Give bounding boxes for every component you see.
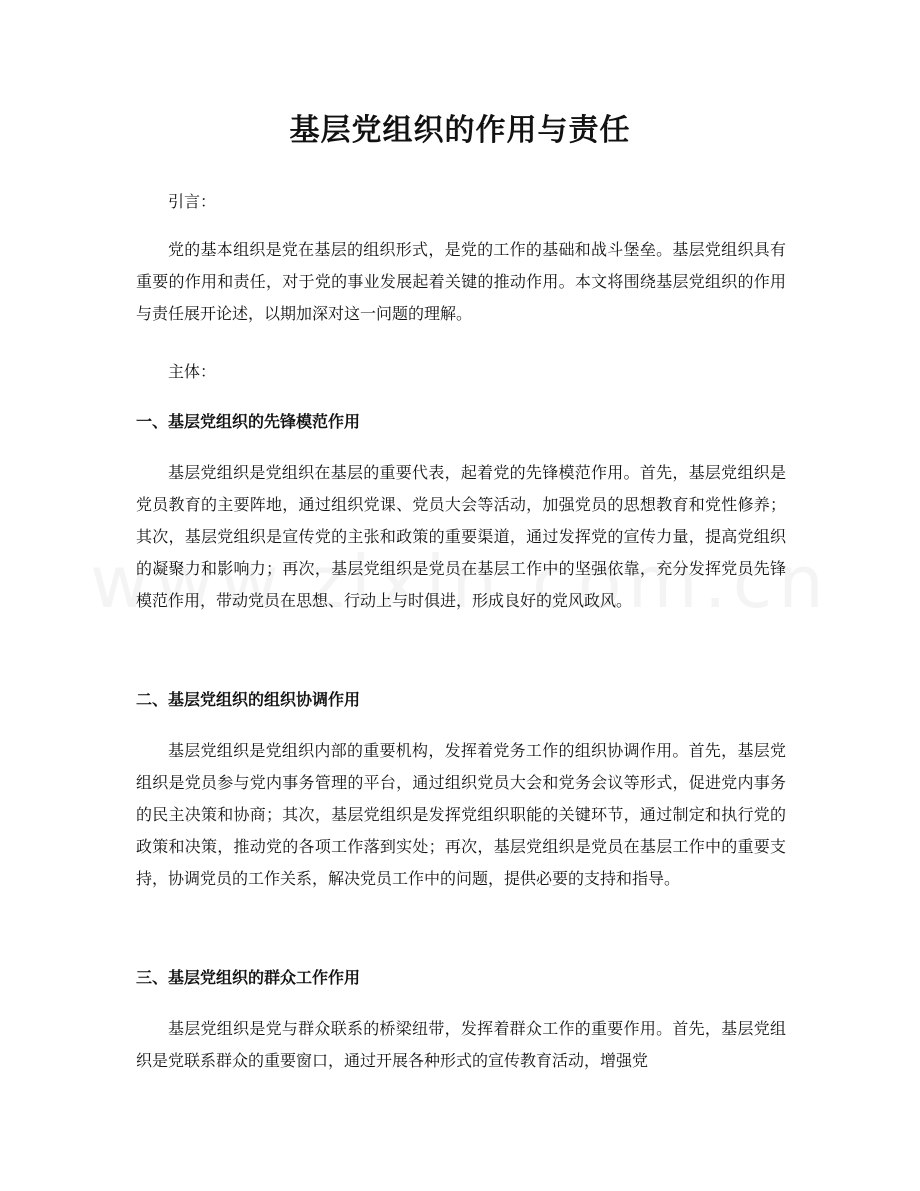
section-1-heading: 一、基层党组织的先锋模范作用 bbox=[136, 412, 361, 431]
section-2-paragraph: 基层党组织是党组织内部的重要机构，发挥着党务工作的组织协调作用。首先，基层党组织是党员参与党内事务管理的平台，通过组织党员大会和党务会议等形式，促进党内事务的民主决策和协商；其次，基层党组织是发挥党组织职能的关键环节，通过制定和执行党的政策和决策，推动党的各项工作落到实处；再次，基层党组织是党员在基层工作中的重要支持，协调党员的工作关系，解决党员工作中的问题，提供必要的支持和指导。 bbox=[136, 741, 786, 888]
intro-paragraph: 党的基本组织是党在基层的组织形式，是党的工作的基础和战斗堡垒。基层党组织具有重要的作用和责任，对于党的事业发展起着关键的推动作用。本文将围绕基层党组织的作用与责任展开论述，以期加深对这一问题的理解。 bbox=[136, 240, 786, 323]
main-label: 主体： bbox=[168, 362, 217, 381]
intro-label: 引言： bbox=[168, 192, 217, 211]
section-1-paragraph: 基层党组织是党组织在基层的重要代表，起着党的先锋模范作用。首先，基层党组织是党员教育的主要阵地，通过组织党课、党员大会等活动，加强党员的思想教育和党性修养；其次，基层党组织是宣传党的主张和政策的重要渠道，通过发挥党的宣传力量，提高党组织的凝聚力和影响力；再次，基层党组织是党员在基层工作中的坚强依靠，充分发挥党员先锋模范作用，带动党员在思想、行动上与时俱进，形成良好的党风政风。 bbox=[136, 463, 786, 610]
document-title: 基层党组织的作用与责任 bbox=[289, 113, 631, 148]
section-2-heading: 二、基层党组织的组织协调作用 bbox=[136, 690, 361, 709]
section-3-heading: 三、基层党组织的群众工作作用 bbox=[136, 968, 361, 987]
section-3-paragraph: 基层党组织是党与群众联系的桥梁纽带，发挥着群众工作的重要作用。首先，基层党组织是党联系群众的重要窗口，通过开展各种形式的宣传教育活动，增强党 bbox=[136, 1019, 786, 1070]
